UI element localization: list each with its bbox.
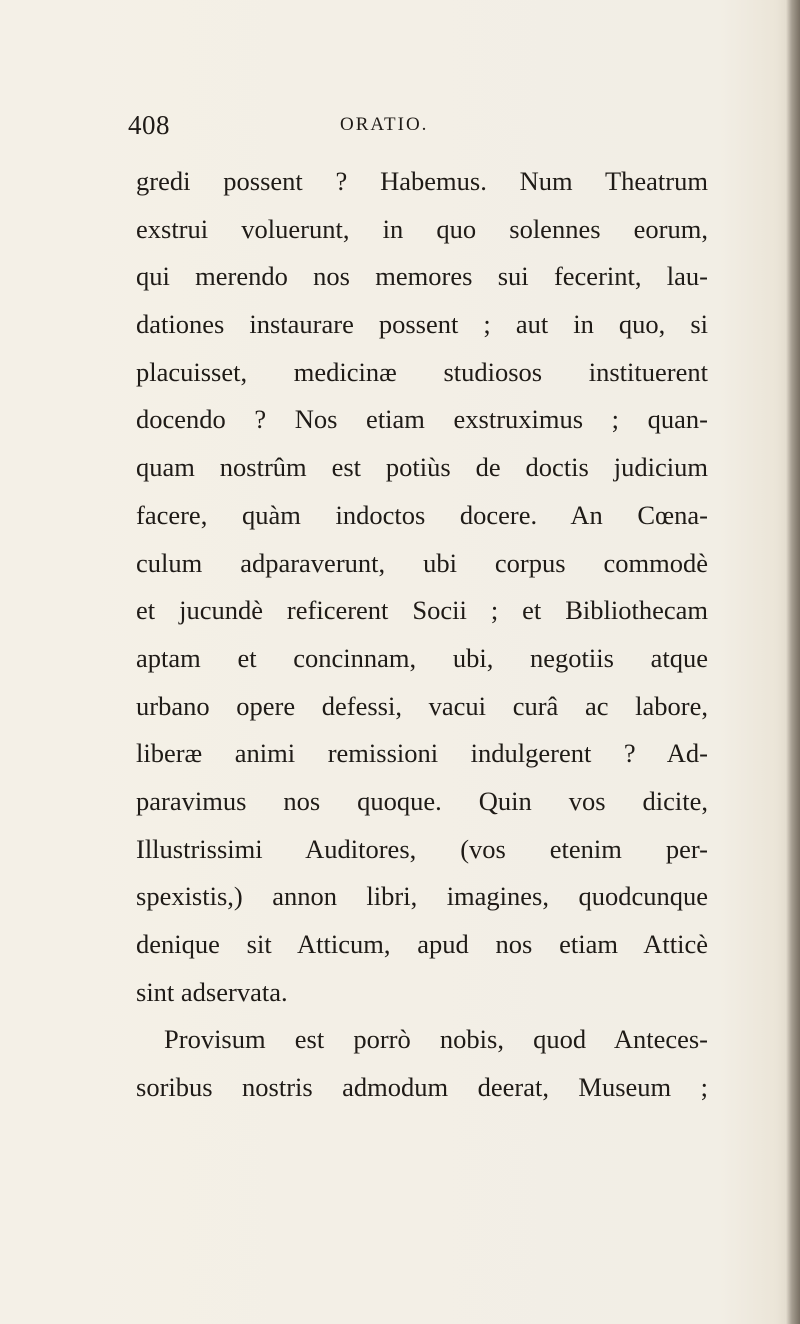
text-line: paravimus nos quoque. Quin vos dicite, [136,785,708,816]
page-number: 408 [128,110,170,140]
text-line: liberæ animi remissioni indulgerent ? Ad- [136,738,708,769]
text-line: Illustrissimi Auditores, (vos etenim per- [136,833,708,864]
text-line: gredi possent ? Habemus. Num Theatrum [136,166,708,196]
page-header [128,110,708,146]
text-line: exstrui voluerunt, in quo solennes eorum, [136,213,708,244]
text-line: placuisset, medicinæ studiosos instituerent [136,356,708,387]
text-line: qui merendo nos memores sui fecerint, lau- [136,261,708,292]
text-line: denique sit Atticum, apud nos etiam Atticè [136,929,708,959]
text-line: soribus nostris admodum deerat, Museum ; [136,1072,708,1103]
running-head: ORATIO. [340,114,429,135]
paragraph-start-line: Provisum est porrò nobis, quod Anteces- [164,1024,708,1055]
text-line: quam nostrûm est potiùs de doctis judicium [136,452,708,483]
body-text [136,158,708,1112]
text-line: dationes instaurare possent ; aut in quo, si [136,309,708,340]
paragraph-end-line: sint adservata. [136,976,288,1007]
text-line: et jucundè reficerent Socii ; et Bibliothecam [136,595,708,626]
text-line: facere, quàm indoctos docere. An Cœna- [136,499,708,530]
text-line: urbano opere defessi, vacui curâ ac labore, [136,690,708,721]
page-edge-shadow [786,0,800,1324]
text-line: aptam et concinnam, ubi, negotiis atque [136,642,708,673]
text-line: spexistis,) annon libri, imagines, quodcunque [136,881,708,912]
text-line: docendo ? Nos etiam exstruximus ; quan- [136,404,708,435]
text-line: culum adparaverunt, ubi corpus commodè [136,547,708,578]
